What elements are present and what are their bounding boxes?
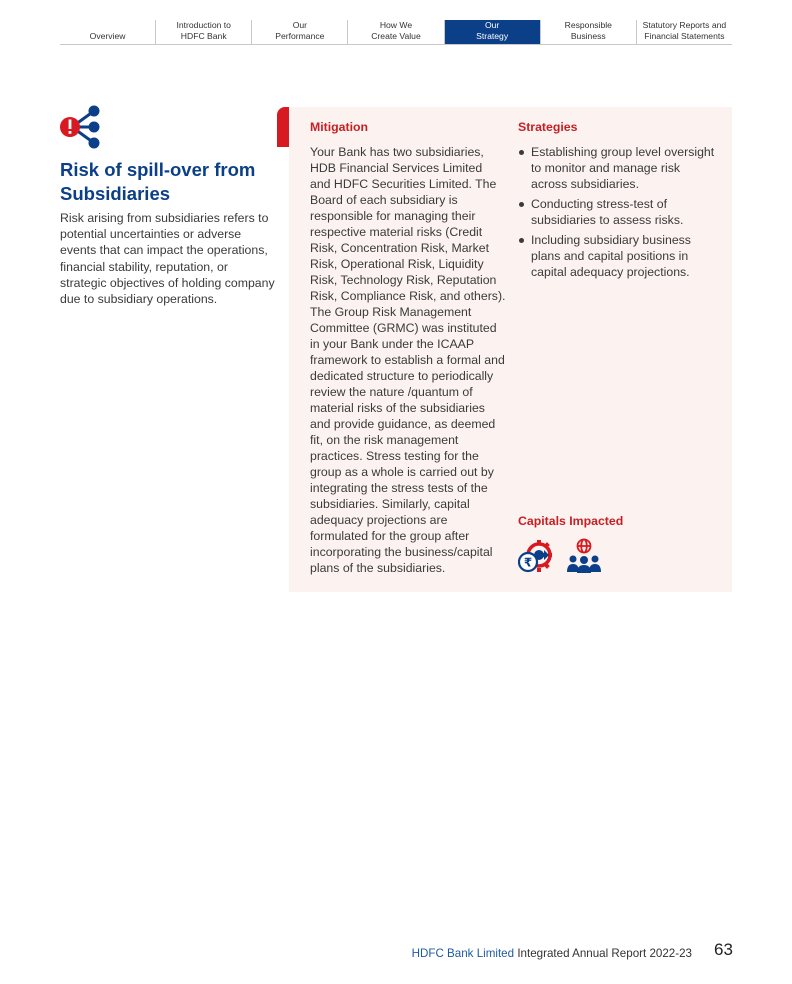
tab-our-strategy[interactable]	[444, 20, 540, 44]
tab-how-we-create-value[interactable]	[347, 20, 443, 44]
tab-overview[interactable]	[60, 20, 155, 44]
strategies-heading: Strategies	[518, 120, 578, 134]
tab-our-performance[interactable]	[251, 20, 347, 44]
tab-introduction[interactable]	[155, 20, 251, 44]
tab-label: Statutory Reports and Financial Statements	[642, 20, 727, 41]
alert-network-icon	[60, 105, 104, 149]
tab-label: Overview	[89, 31, 126, 41]
capitals-heading: Capitals Impacted	[518, 514, 624, 528]
card-accent-tab	[277, 107, 289, 147]
page-number: 63	[714, 940, 733, 959]
financial-capital-icon	[518, 538, 554, 574]
list-item: Establishing group level oversight to monitor and manage risk across subsidiaries.	[518, 144, 718, 192]
list-item: Including subsidiary business plans and capital positions in capital adequacy projections.	[518, 232, 718, 280]
footer-brand: HDFC Bank Limited	[411, 947, 515, 960]
tab-responsible-business[interactable]	[540, 20, 636, 44]
footer-report-title: Integrated Annual Report 2022-23	[517, 947, 692, 960]
social-capital-icon	[566, 538, 602, 574]
tab-label: Our Performance	[275, 20, 325, 41]
mitigation-heading: Mitigation	[310, 120, 369, 134]
section-nav	[60, 20, 732, 45]
list-item: Conducting stress-test of subsidiaries to assess risks.	[518, 196, 718, 228]
svg-text:₹: ₹	[523, 555, 533, 570]
strategies-list	[518, 144, 718, 284]
mitigation-text: Your Bank has two subsidiaries, HDB Financial Services Limited and HDFC Securities Limited. The Board of each subsidiary is responsible for managing their respective material risks (Credit Risk, Concentration Risk, Market Risk, Operational Risk, Liquidity Risk, Technology Risk, Reputation Risk, Compliance Risk, and others). The Group Risk Management Committee (GRMC) was instituted in your Bank under the ICAAP framework to establish a formal and dedicated structure to periodically review the nature /quantum of material risks of the subsidiaries and provide guidance, as deemed fit, on the risk management practices. Stress testing for the group as a whole is carried out by integrating the stress tests of the subsidiaries. Similarly, capital adequacy projections are formulated for the group after incorporating the business/capital plans of the subsidiaries.	[310, 145, 506, 575]
report-footer	[412, 947, 692, 960]
tab-label: Responsible Business	[564, 20, 612, 41]
risk-description: Risk arising from subsidiaries refers to potential uncertainties or adverse events that can impact the operations, financial stability, reputation, or strategic objectives of holding company due to subsidiary operations.	[60, 211, 275, 307]
tab-statutory-reports[interactable]	[636, 20, 732, 44]
tab-label: How We Create Value	[371, 20, 421, 41]
tab-label: Introduction to HDFC Bank	[176, 20, 231, 41]
tab-label: Our Strategy	[476, 20, 509, 41]
risk-title: Risk of spill-over from Subsidiaries	[60, 159, 256, 204]
